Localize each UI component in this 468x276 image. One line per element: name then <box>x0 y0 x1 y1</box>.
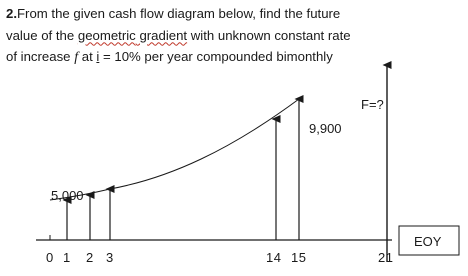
problem-text-3b: at <box>78 49 97 64</box>
word-gradient: gradient <box>139 27 188 43</box>
tick-21: 21 <box>378 250 394 265</box>
tick-0: 0 <box>46 250 54 265</box>
problem-text-1: From the given cash flow diagram below, find the future <box>17 6 341 21</box>
future-value-label: F=? <box>361 97 384 112</box>
tick-15: 15 <box>291 250 307 265</box>
tick-marks <box>50 235 110 240</box>
tick-2: 2 <box>86 250 94 265</box>
symbol-f: f <box>74 50 79 65</box>
problem-text-2b: with unknown constant rate <box>187 27 351 43</box>
last-payment-label: 9,900 <box>309 121 342 136</box>
eoy-label: EOY <box>414 234 442 249</box>
word-geometric: geometric <box>77 27 136 43</box>
gradient-curve <box>50 99 299 200</box>
symbol-i: i <box>96 49 100 64</box>
tick-1: 1 <box>63 250 71 265</box>
problem-number: 2. <box>6 6 17 21</box>
problem-text-3a: of increase <box>6 49 75 64</box>
first-payment-label: 5,000 <box>51 188 84 203</box>
tick-3: 3 <box>106 250 114 265</box>
tick-14: 14 <box>266 250 282 265</box>
problem-text-3c: = 10% per year compounded bimonthly <box>99 49 333 64</box>
problem-text-2a: value of the <box>6 27 78 43</box>
